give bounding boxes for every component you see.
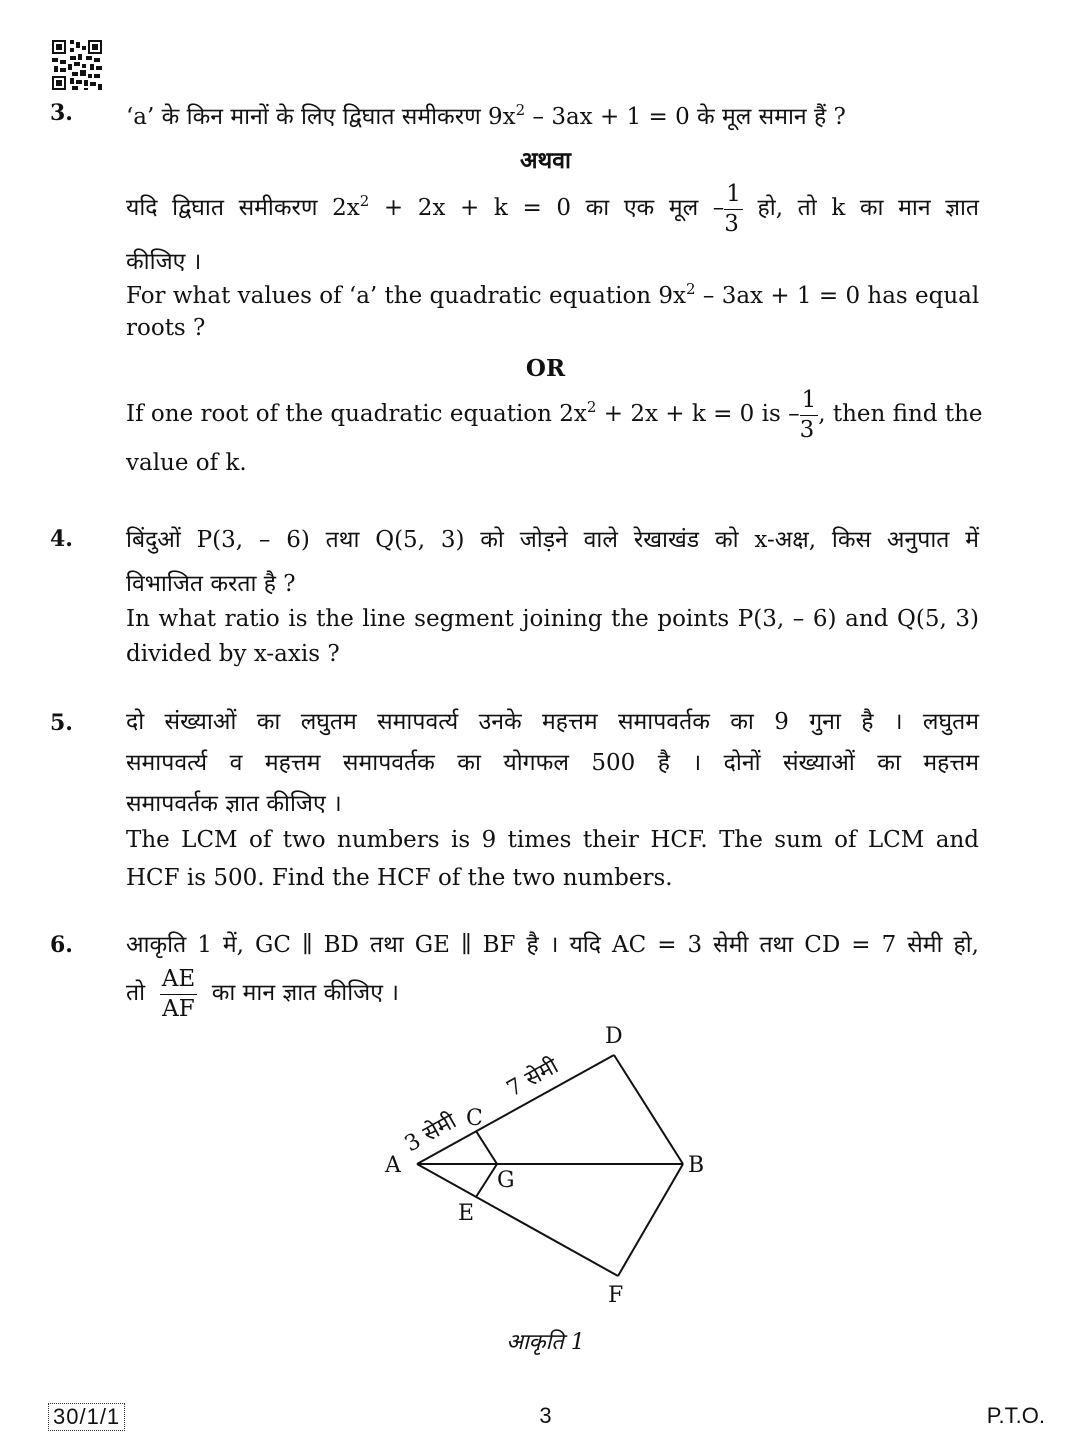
question-number-4: 4. [50, 526, 73, 552]
segment-ad [417, 1055, 614, 1164]
point-label-c: C [466, 1106, 483, 1131]
q4-hindi-line1: बिंदुओं P(3, – 6) तथा Q(5, 3) को जोड़ने वाले रेखाखंड को x-अक्ष, किस अनुपात में [126, 527, 979, 553]
q6-hindi-line1: आकृति 1 में, GC ∥ BD तथा GE ∥ BF है । यदि AC = 3 सेमी तथा CD = 7 सेमी हो, [126, 932, 979, 958]
segment-bf [618, 1164, 683, 1276]
figure-caption: आकृति 1 [506, 1330, 585, 1355]
segment-db [614, 1055, 683, 1164]
q3-english-or-question-cont: value of k. [126, 450, 247, 476]
segment-ge [476, 1164, 497, 1197]
question-number-6: 6. [50, 932, 73, 958]
fraction-one-third: $\frac{1}{3}$ [724, 180, 741, 237]
q4-english-line1: In what ratio is the line segment joining the points P(3, – 6) and Q(5, 3) [126, 606, 979, 632]
fraction-one-third-en: $\frac{1}{3}$ [799, 386, 817, 443]
question-number-5: 5. [50, 710, 73, 736]
paper-code: 30/1/1 [48, 1403, 125, 1431]
segment-cg [476, 1131, 497, 1164]
fraction-ae-af: $\frac{AE}{AF}$ [161, 965, 196, 1022]
q3-english-or-question: If one root of the quadratic equation $2x^2 + 2x + k = 0$ is – $\frac{1}{3}$ , then find the [126, 386, 983, 443]
q5-hindi-line2: समापवर्त्य व महत्तम समापवर्तक का योगफल 500 है । दोनों संख्याओं का महत्तम [126, 750, 979, 776]
point-label-g: G [497, 1168, 515, 1193]
q5-english-line1: The LCM of two numbers is 9 times their HCF. The sum of LCM and [126, 827, 979, 853]
point-label-d: D [605, 1024, 623, 1049]
q6-hindi-line2: तो $\frac{AE}{AF}$ का मान ज्ञात कीजिए । [126, 965, 399, 1022]
segment-af [417, 1164, 618, 1276]
length-label-cd: 7 सेमी [502, 1053, 563, 1103]
q5-hindi-line1: दो संख्याओं का लघुतम समापवर्त्य उनके महत्तम समापवर्तक का 9 गुना है । लघुतम [126, 709, 979, 735]
q3-or-english: OR [525, 355, 566, 382]
q3-english-question: For what values of ‘a’ the quadratic equation $9x^2 - 3ax + 1 = 0$ has equal [126, 280, 980, 309]
q5-english-line2: HCF is 500. Find the HCF of the two numbers. [126, 865, 673, 891]
please-turn-over: P.T.O. [986, 1403, 1045, 1428]
q3-or-hindi: अथवा [519, 147, 571, 174]
q3-hindi-question: ‘a’ के किन मानों के लिए द्विघात समीकरण $9x^2 - 3ax + 1 = 0$ के मूल समान हैं ? [126, 101, 846, 130]
point-label-e: E [458, 1201, 475, 1226]
length-label-ac: 3 सेमी [400, 1108, 461, 1158]
q4-hindi-line2: विभाजित करता है ? [126, 571, 296, 597]
point-label-b: B [688, 1153, 705, 1178]
point-label-f: F [608, 1283, 624, 1308]
point-label-a: A [385, 1153, 401, 1178]
qr-code-icon [52, 40, 102, 90]
q3-english-question-cont: roots ? [126, 315, 206, 341]
q4-english-line2: divided by x-axis ? [126, 641, 340, 667]
page-number: 3 [539, 1403, 552, 1428]
q3-hindi-or-question: यदि द्विघात समीकरण $2x^2 + 2x + k = 0$ का एक मूल – $\frac{1}{3}$ हो, तो k का मान ज्ञात [126, 180, 980, 237]
question-number-3: 3. [50, 100, 73, 126]
q5-hindi-line3: समापवर्तक ज्ञात कीजिए । [126, 791, 342, 817]
q3-hindi-or-question-cont: कीजिए । [126, 249, 202, 275]
